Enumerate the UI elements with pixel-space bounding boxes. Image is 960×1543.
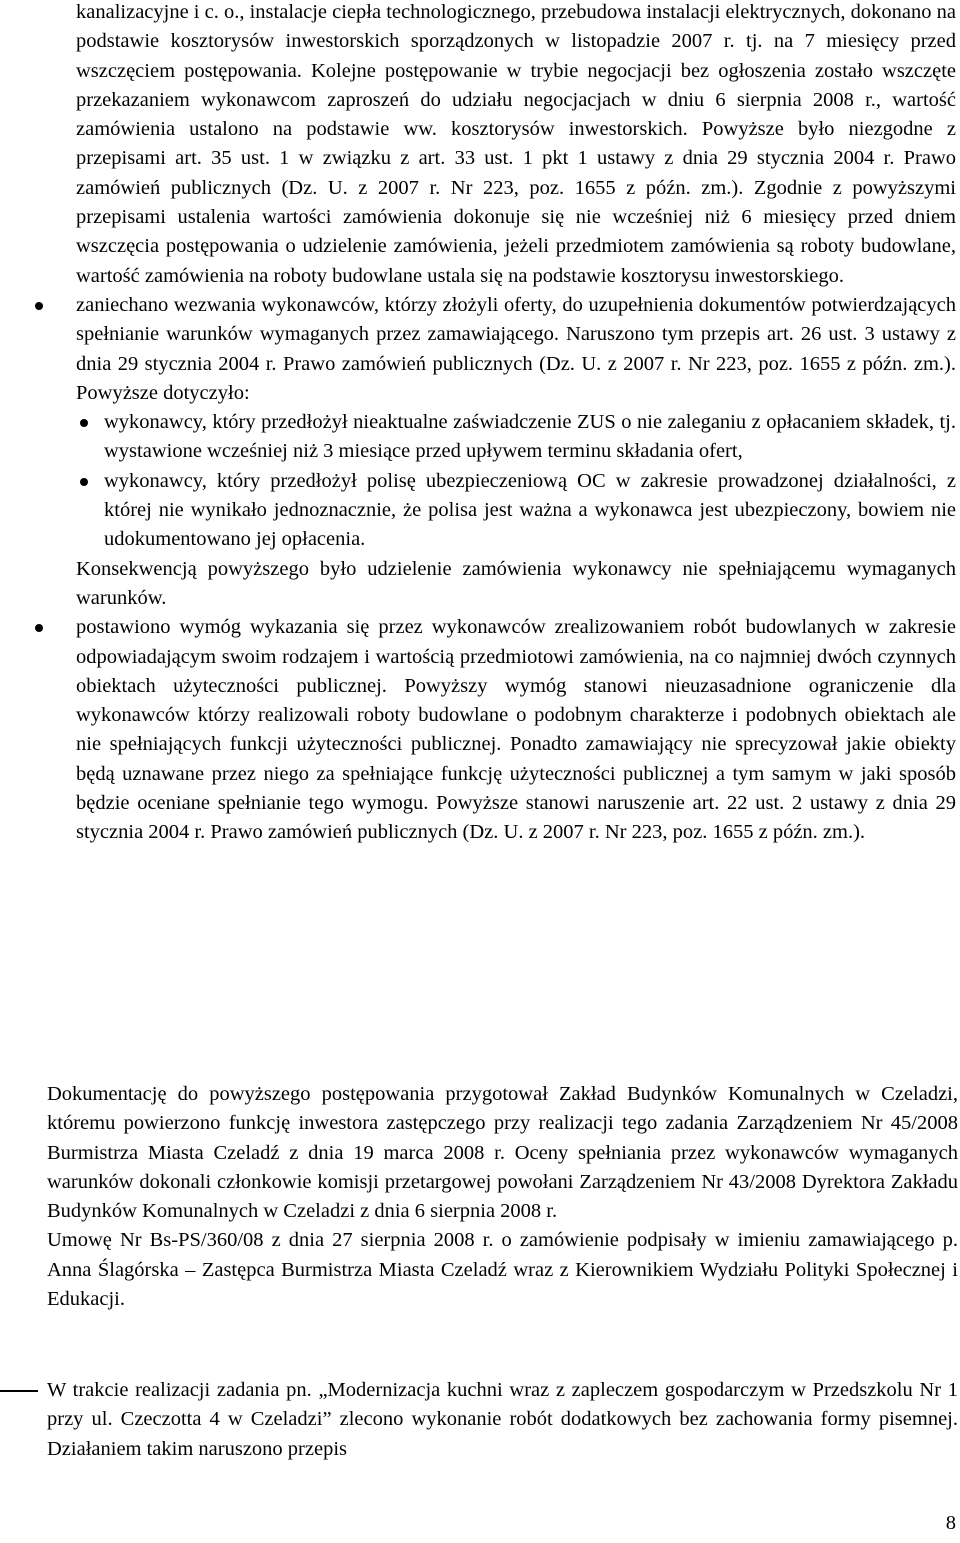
dash-bullet-icon (0, 1390, 38, 1392)
documentation-section (47, 1080, 958, 1314)
dash-paragraph: W trakcie realizacji zadania pn. „Modernizacja kuchni wraz z zapleczem gospodarczym w Przedszkolu Nr 1 przy ul. Czeczotta 4 w Czeladzi” zlecono wykonanie robót dodatkowych bez zachowania formy pisemnej. Działaniem takim naruszono przepis (47, 1379, 958, 1460)
bullet-dot-icon (35, 302, 43, 310)
additional-works-section (47, 1376, 958, 1464)
finding-sub-item-2-text (104, 467, 956, 555)
finding-bullet-1 (76, 291, 956, 613)
findings-section (76, 0, 956, 848)
sub-item-1-label: wykonawcy, który przedłożył nieaktualne zaświadczenie ZUS o nie zaleganiu z opłacaniem składek, tj. wystawione wcześniej niż 3 miesiące przed upływem terminu składania ofert, (104, 411, 956, 463)
finding-sub-item-1 (76, 408, 956, 467)
contract-paragraph: Umowę Nr Bs-PS/360/08 z dnia 27 sierpnia 2008 r. o zamówienie podpisały w imieniu zamawiającego p. Anna Ślagórska – Zastępca Burmistrza Miasta Czeladź wraz z Kierownikiem Wydziału Polityki Społecznej i Edukacji. (47, 1229, 958, 1311)
finding-sub-item-2 (76, 467, 956, 555)
page-number: 8 (945, 1512, 956, 1534)
findings-bullet-list (76, 291, 956, 848)
bullet-dot-icon (80, 419, 88, 427)
finding-bullet-1-text: zaniechano wezwania wykonawców, którzy złożyli oferty, do uzupełnienia dokumentów potwierdzających spełnianie warunków wymaganych przez zamawiającego. Naruszono tym przepis art. 26 ust. 3 ustawy z dnia 29 stycznia 2004 r. Prawo zamówień publicznych (Dz. U. z 2007 r. Nr 223, poz. 1655 z późn. zm.). Powyższe dotyczyło: (76, 293, 956, 404)
finding-sub-item-1-text (104, 408, 956, 467)
finding-bullet-2 (76, 613, 956, 847)
finding-bullet-1-conclusion: Konsekwencją powyższego było udzielenie zamówienia wykonawcy nie spełniającemu wymaganych warunków. (76, 557, 956, 609)
bullet-dot-icon (35, 624, 43, 632)
intro-paragraph: kanalizacyjne i c. o., instalacje ciepła technologicznego, przebudowa instalacji elektrycznych, dokonano na podstawie kosztorysów inwestorskich sporządzonych w listopadzie 2007 r. tj. na 7 miesięcy przed wszczęciem postępowania. Kolejne postępowanie w trybie negocjacji bez ogłoszenia zostało wszczęte przekazaniem wykonawcom zaproszeń do udziału negocjacjach w dniu 6 sierpnia 2008 r., wartość zamówienia ustalono na podstawie ww. kosztorysów inwestorskich. Powyższe było niezgodne z przepisami art. 35 ust. 1 w związku z art. 33 ust. 1 pkt 1 ustawy z dnia 29 stycznia 2004 r. Prawo zamówień publicznych (Dz. U. z 2007 r. Nr 223, poz. 1655 z późn. zm.). Zgodnie z powyższymi przepisami ustalenia wartości zamówienia dokonuje się nie wcześniej niż 6 miesięcy przed dniem wszczęcia postępowania o udzielenie zamówienia, jeżeli przedmiotem zamówienia są roboty budowlane, wartość zamówienia na roboty budowlane ustala się na podstawie kosztorysu inwestorskiego. (76, 1, 956, 287)
finding-sub-list (76, 408, 956, 554)
finding-bullet-2-text: postawiono wymóg wykazania się przez wykonawców zrealizowaniem robót budowlanych w zakresie odpowiadającym swoim rodzajem i wartością przedmiotowi zamówienia, na co najmniej dwóch czynnych obiektach użyteczności publicznej. Powyższy wymóg stanowi nieuzasadnione ograniczenie dla wykonawców którzy realizowali roboty budowlane o podobnym charakterze i podobnych obiektach ale nie spełniających funkcji użyteczności publicznej. Ponadto zamawiający nie sprecyzował jakie obiekty będą uznawane przez niego za spełniające funkcję użyteczności publicznej a tym samym w jaki sposób będzie oceniane spełnianie tego wymogu. Powyższe stanowi naruszenie art. 22 ust. 2 ustawy z dnia 29 stycznia 2004 r. Prawo zamówień publicznych (Dz. U. z 2007 r. Nr 223, poz. 1655 z późn. zm.). (76, 616, 956, 844)
documentation-paragraph: Dokumentację do powyższego postępowania przygotował Zakład Budynków Komunalnych w Czeladzi, któremu powierzono funkcję inwestora zastępczego przy realizacji tego zadania Zarządzeniem Nr 45/2008 Burmistrza Miasta Czeladź z dnia 19 marca 2008 r. Oceny spełniania przez wykonawców wymaganych warunków dokonali członkowie komisji przetargowej powołani Zarządzeniem Nr 43/2008 Dyrektora Zakładu Budynków Komunalnych w Czeladzi z dnia 6 sierpnia 2008 r. (47, 1083, 958, 1223)
bullet-dot-icon (80, 478, 88, 486)
sub-item-2-label: wykonawcy, który przedłożył polisę ubezpieczeniową OC w zakresie prowadzonej działalności, z której nie wynikało jednoznacznie, że polisa jest ważna a wykonawca jest ubezpieczony, bowiem nie udokumentowano jej opłacenia. (104, 469, 956, 551)
